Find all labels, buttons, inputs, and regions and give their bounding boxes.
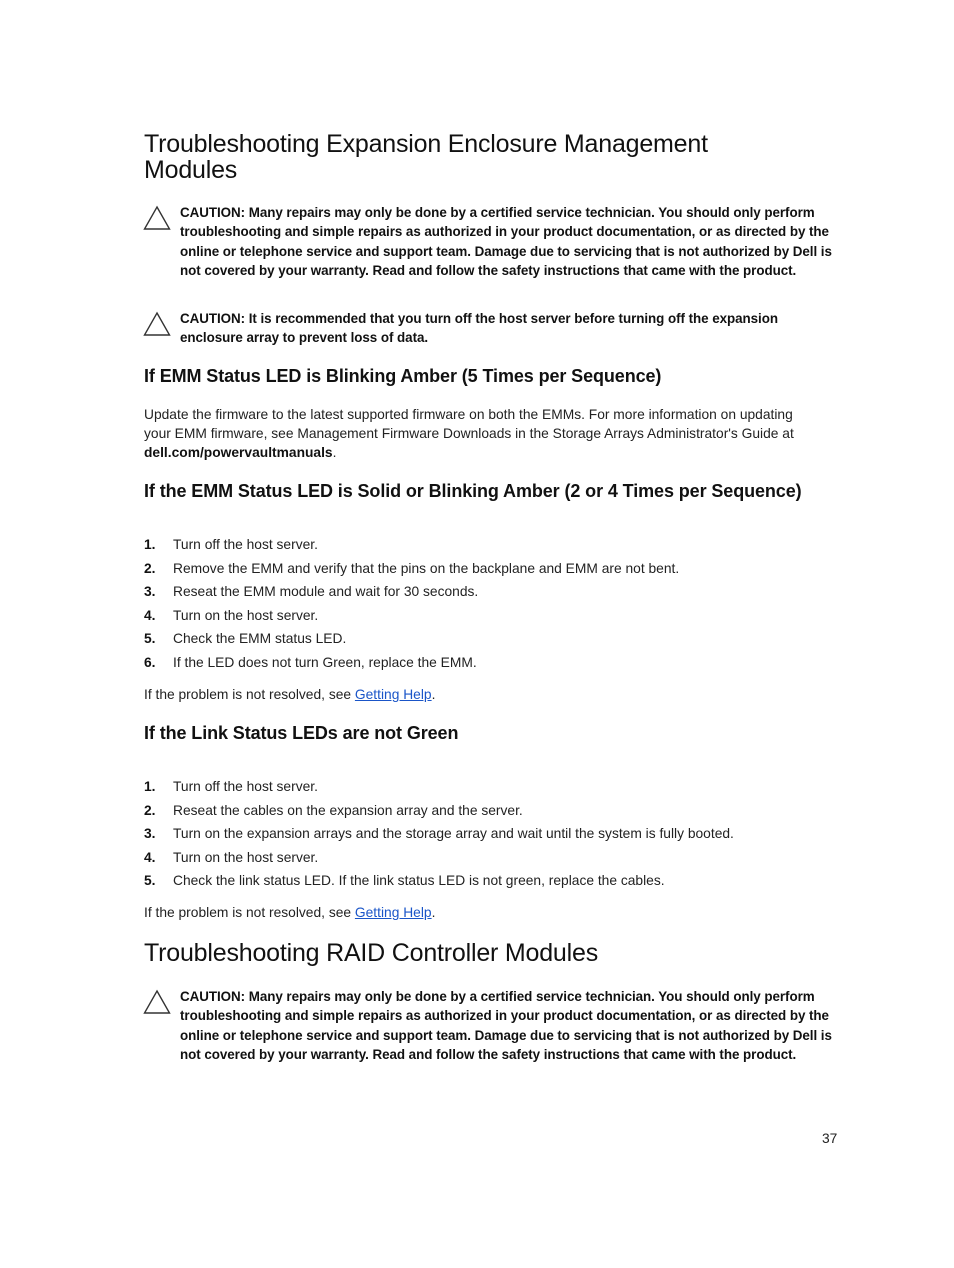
list-item	[144, 824, 844, 848]
section-title-raid: Troubleshooting RAID Controller Modules	[144, 939, 598, 967]
step-number: 2.	[144, 802, 156, 818]
step-text: Reseat the EMM module and wait for 30 seconds.	[173, 584, 479, 599]
caution-triangle-icon	[143, 205, 171, 231]
step-text: Turn on the host server.	[173, 849, 319, 865]
step-number: 2.	[144, 560, 156, 576]
help-suffix: .	[431, 905, 436, 920]
help-paragraph	[144, 685, 804, 704]
firmware-paragraph-end: .	[332, 445, 337, 460]
list-item	[144, 582, 844, 606]
step-number: 1.	[144, 779, 156, 794]
firmware-paragraph	[144, 405, 804, 462]
step-text: Check the EMM status LED.	[173, 631, 347, 646]
step-text: If the LED does not turn Green, replace the EMM.	[173, 654, 477, 670]
step-text: Turn off the host server.	[173, 779, 318, 794]
step-text: Turn on the expansion arrays and the storage array and wait until the system is fully booted.	[173, 826, 734, 841]
caution-triangle-icon	[143, 311, 171, 337]
step-number: 5.	[144, 873, 156, 888]
list-item	[144, 559, 844, 583]
subheading-solid-or-blinking: If the EMM Status LED is Solid or Blinking Amber (2 or 4 Times per Sequence)	[144, 481, 802, 501]
step-text: Reseat the cables on the expansion array and the server.	[173, 802, 523, 818]
help-prefix: If the problem is not resolved, see	[144, 905, 355, 920]
step-number: 1.	[144, 537, 156, 552]
step-number: 6.	[144, 654, 156, 670]
firmware-paragraph-text: Update the firmware to the latest supported firmware on both the EMMs. For more information on updating your EMM firmware, see Management Firmware Downloads in the Storage Arrays Administrator's Guide at	[144, 407, 794, 441]
caution-text: CAUTION: Many repairs may only be done by a certified service technician. You should only perform troubleshooting and simple repairs as authorized in your product documentation, or as directed by the online or telephone service and support team. Damage due to servicing that is not authorized by Dell is not covered by your warranty. Read and follow the safety instructions that came with the product.	[180, 205, 832, 278]
steps-list-emm	[144, 535, 844, 676]
step-text: Turn off the host server.	[173, 537, 318, 552]
caution-triangle-icon	[143, 989, 171, 1015]
list-item	[144, 848, 844, 872]
step-number: 4.	[144, 607, 156, 623]
list-item	[144, 653, 844, 677]
list-item	[144, 629, 844, 653]
steps-list-link	[144, 777, 844, 895]
caution-text: CAUTION: It is recommended that you turn off the host server before turning off the expansion enclosure array to prevent loss of data.	[180, 311, 778, 346]
step-text: Check the link status LED. If the link status LED is not green, replace the cables.	[173, 873, 665, 888]
step-number: 3.	[144, 584, 156, 599]
section-title-emm-line2: Modules	[144, 156, 238, 184]
step-text: Remove the EMM and verify that the pins on the backplane and EMM are not bent.	[173, 560, 680, 576]
step-number: 5.	[144, 631, 156, 646]
list-item	[144, 801, 844, 825]
getting-help-link[interactable]: Getting Help	[354, 905, 432, 920]
caution-text: CAUTION: Many repairs may only be done by a certified service technician. You should only perform troubleshooting and simple repairs as authorized in your product documentation, or as directed by the online or telephone service and support team. Damage due to servicing that is not authorized by Dell is not covered by your warranty. Read and follow the safety instructions that came with the product.	[180, 989, 832, 1062]
list-item	[144, 606, 844, 630]
step-text: Turn on the host server.	[173, 607, 319, 623]
subheading-link-status: If the Link Status LEDs are not Green	[144, 723, 459, 743]
page-number: 37	[822, 1131, 838, 1146]
subheading-blinking-5: If EMM Status LED is Blinking Amber (5 Times per Sequence)	[144, 366, 662, 386]
step-number: 3.	[144, 826, 156, 841]
getting-help-link[interactable]: Getting Help	[354, 687, 432, 702]
manuals-url: dell.com/powervaultmanuals	[144, 445, 333, 460]
list-item	[144, 777, 844, 801]
help-prefix: If the problem is not resolved, see	[144, 687, 355, 702]
section-title-emm	[144, 131, 844, 183]
list-item	[144, 535, 844, 559]
step-number: 4.	[144, 849, 156, 865]
section-title-emm-line1: Troubleshooting Expansion Enclosure Management	[144, 130, 708, 158]
help-suffix: .	[431, 687, 436, 702]
list-item	[144, 871, 844, 895]
help-paragraph	[144, 903, 804, 922]
